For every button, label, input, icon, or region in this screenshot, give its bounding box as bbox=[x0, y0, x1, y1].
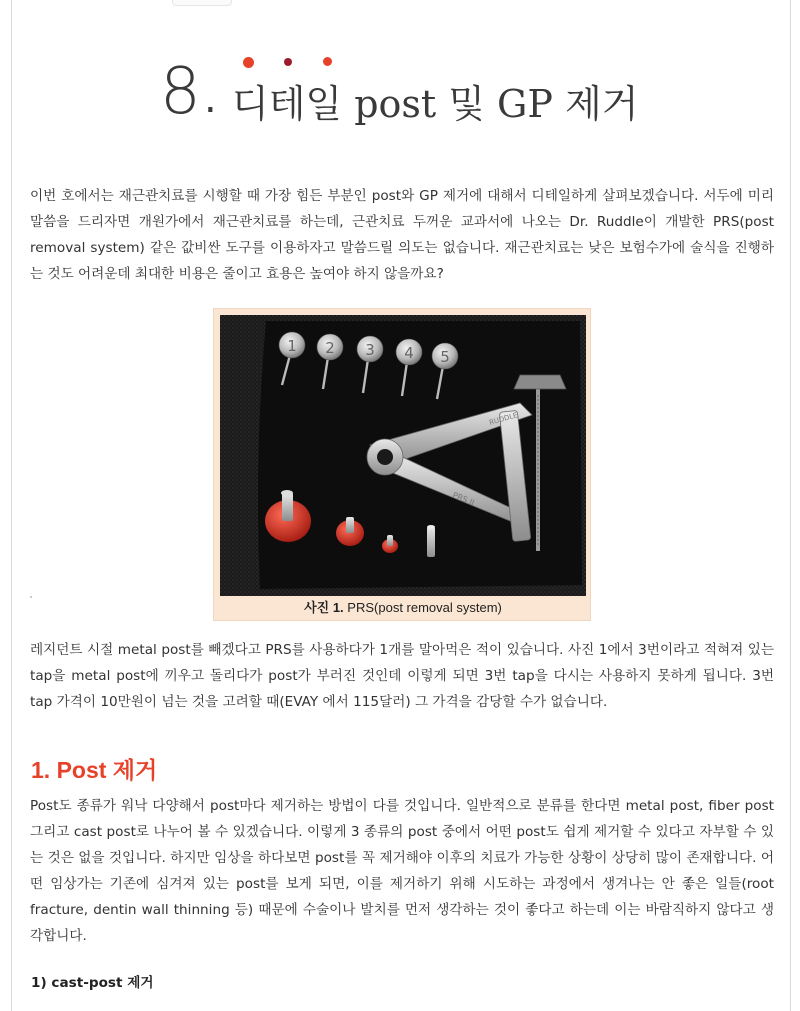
resident-paragraph: 레지던트 시절 metal post를 빼겠다고 PRS를 사용하다가 1개를 말아먹은 적이 있습니다. 사진 1에서 3번이라고 적혀져 있는 tap을 metal post에 끼우고 돌리다가 post가 부러진 것인데 이렇게 되면 3번 tap을 다시는 사용하지 못하게 됩니다. 3번 tap 가격이 10만원이 넘는 것을 고려할 때(EVAY 에서 115달러) 그 가격을 감당할 수가 없습니다. bbox=[30, 642, 774, 710]
tap-number: 1 bbox=[287, 337, 297, 355]
section-heading: 1. Post 제거 bbox=[31, 757, 158, 783]
title-dot-decoration bbox=[284, 58, 292, 66]
caption-text: PRS(post removal system) bbox=[347, 600, 502, 615]
figure-prs bbox=[213, 308, 591, 621]
top-tab-decoration bbox=[172, 0, 232, 6]
figure-caption bbox=[214, 599, 592, 617]
title-text: 디테일 post 및 GP 제거 bbox=[232, 82, 639, 126]
device-label: RUDDLE bbox=[488, 411, 519, 427]
title-dot-decoration bbox=[243, 57, 254, 68]
figure-marker bbox=[30, 596, 32, 598]
tap-number: 5 bbox=[440, 348, 450, 366]
title-dot-decoration bbox=[323, 57, 332, 66]
device-label: PRS II bbox=[451, 490, 476, 508]
page-border-right bbox=[790, 0, 791, 1011]
prs-kit-photo bbox=[220, 315, 586, 596]
sub-heading: 1) cast-post 제거 bbox=[31, 975, 154, 991]
intro-paragraph: 이번 호에서는 재근관치료를 시행할 때 가장 힘든 부분인 post와 GP 제거에 대해서 디테일하게 살펴보겠습니다. 서두에 미리 말씀을 드리자면 개원가에서 재근관치료를 하는데, 근관치료 두꺼운 교과서에 나오는 Dr. Ruddle이 개발한 PRS(post removal system) 같은 값비싼 도구를 이용하자고 말씀드릴 의도는 없습니다. 재근관치료는 낮은 보험수가에 술식을 진행하는 것도 어려운데 최대한 비용은 줄이고 효용은 높여야 하지 않을까요? bbox=[30, 188, 774, 282]
tap-number: 4 bbox=[404, 344, 414, 362]
article-title bbox=[160, 52, 680, 132]
section-paragraph: Post도 종류가 워낙 다양해서 post마다 제거하는 방법이 다를 것입니다. 일반적으로 분류를 한다면 metal post, fiber post 그리고 cast post로 나누어 볼 수 있겠습니다. 이렇게 3 종류의 post 중에서 어떤 post도 쉽게 제거할 수 있다고 자부할 수 있는 것은 없을 것입니다. 하지만 임상을 하다보면 post를 꼭 제거해야 이후의 치료가 가능한 상황이 상당히 많이 존재합니다. 어떤 임상가는 기존에 심겨져 있는 post를 보게 되면, 이를 제거하기 위해 시도하는 과정에서 생겨나는 안 좋은 일들(root fracture, dentin wall thinning 등) 때문에 수술이나 발치를 먼저 생각하는 것이 좋다고 하는데 이는 바람직하지 않다고 생각합니다. bbox=[30, 798, 774, 944]
tap-number: 3 bbox=[365, 341, 375, 359]
title-number-period: . bbox=[204, 76, 217, 122]
page-border-left bbox=[11, 0, 12, 1011]
title-number: 8 bbox=[160, 55, 199, 129]
tap-number: 2 bbox=[325, 339, 335, 357]
caption-label: 사진 1. bbox=[304, 600, 344, 615]
